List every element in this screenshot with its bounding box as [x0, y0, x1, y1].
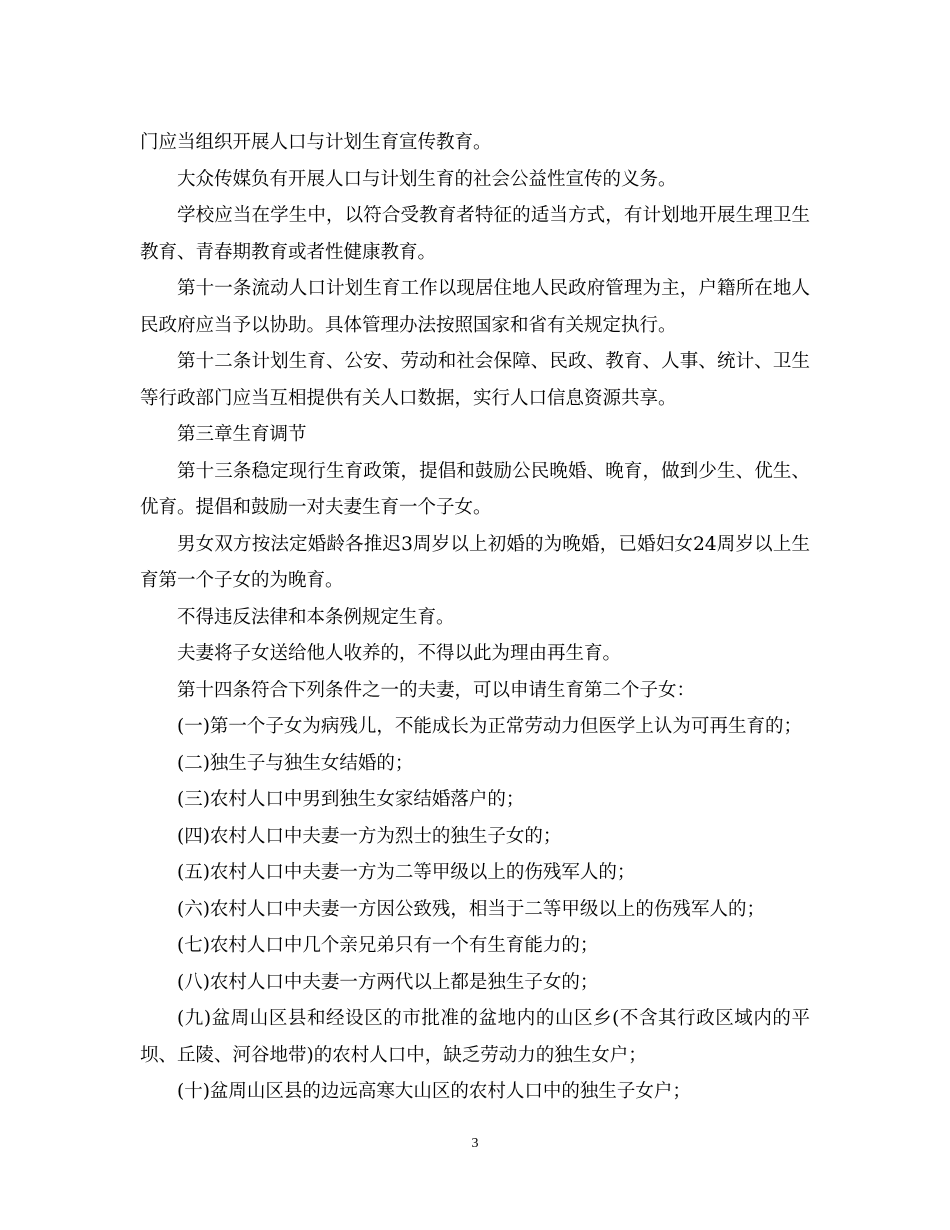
list-item: (二)独生子与独生女结婚的；: [177, 752, 414, 774]
paragraph: 不得违反法律和本条例规定生育。: [177, 606, 455, 628]
list-item: (十)盆周山区县的边远高寒大山区的农村人口中的独生子女户；: [177, 1081, 691, 1102]
paragraph: 第十三条稳定现行生育政策，提倡和鼓励公民晚婚、晚育，做到少生、优生、优育。提倡和鼓励一对夫妻生育一个子女。: [140, 460, 810, 518]
list-item: (九)盆周山区县和经设区的市批准的盆地内的山区乡(不含其行政区域内的平坝、丘陵、河谷地带)的农村人口中，缺乏劳动力的独生女户；: [140, 1008, 810, 1066]
page-number: 3: [471, 1136, 479, 1151]
paragraph: 夫妻将子女送给他人收养的，不得以此为理由再生育。: [177, 643, 622, 664]
chapter-heading: 第三章生育调节: [177, 424, 307, 445]
paragraph: 学校应当在学生中，以符合受教育者特征的适当方式，有计划地开展生理卫生教育、青春期教育或者性健康教育。: [140, 205, 810, 263]
list-item: (一)第一个子女为病残儿，不能成长为正常劳动力但医学上认为可再生育的；: [177, 716, 802, 737]
paragraph: 大众传媒负有开展人口与计划生育的社会公益性宣传的义务。: [177, 168, 677, 190]
paragraph: 第十四条符合下列条件之一的夫妻，可以申请生育第二个子女：: [177, 679, 696, 701]
paragraph: 第十一条流动人口计划生育工作以现居住地人民政府管理为主，户籍所在地人民政府应当予以协助。具体管理办法按照国家和省有关规定执行。: [140, 278, 810, 336]
document-body: [140, 125, 810, 1111]
paragraph: 第十二条计划生育、公安、劳动和社会保障、民政、教育、人事、统计、卫生等行政部门应当互相提供有关人口数据，实行人口信息资源共享。: [140, 351, 810, 409]
list-item: (八)农村人口中夫妻一方两代以上都是独生子女的；: [177, 971, 599, 993]
list-item: (四)农村人口中夫妻一方为烈士的独生子女的；: [177, 825, 562, 847]
list-item: (七)农村人口中几个亲兄弟只有一个有生育能力的；: [177, 935, 599, 956]
paragraph: 门应当组织开展人口与计划生育宣传教育。: [140, 132, 492, 153]
list-item: (三)农村人口中男到独生女家结婚落户的；: [177, 789, 525, 810]
paragraph: 男女双方按法定婚龄各推迟3周岁以上初婚的为晚婚，已婚妇女24周岁以上生育第一个子女的为晚育。: [140, 533, 810, 591]
list-item: (六)农村人口中夫妻一方因公致残，相当于二等甲级以上的伤残军人的；: [177, 898, 765, 920]
list-item: (五)农村人口中夫妻一方为二等甲级以上的伤残军人的；: [177, 862, 636, 883]
